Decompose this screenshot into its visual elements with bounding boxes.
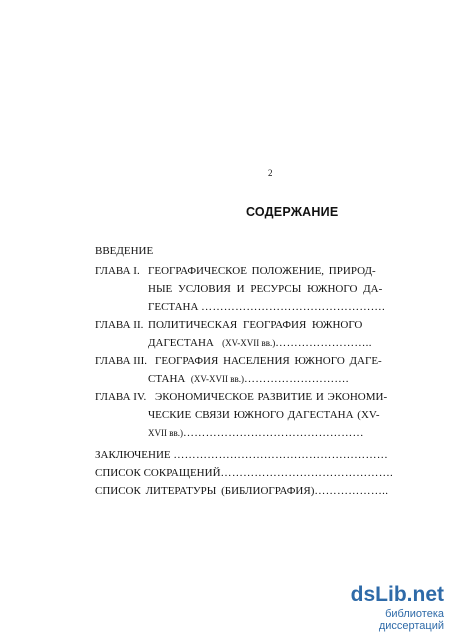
watermark-logo: dsLib.net (350, 583, 444, 606)
toc-conclusion (95, 449, 388, 462)
toc-chapter-4-label: ГЛАВА IV. (95, 391, 147, 403)
toc-chapter-3-dots: ………………………. (244, 373, 349, 385)
toc-chapter-3-line-1: ГЕОГРАФИЯ НАСЕЛЕНИЯ ЮЖНОГО ДАГЕ- (155, 355, 382, 367)
toc-chapter-3-label: ГЛАВА III. (95, 355, 148, 367)
toc-chapter-3-line-2 (148, 373, 349, 386)
toc-chapter-2-label: ГЛАВА II. (95, 319, 144, 331)
toc-chapter-2-line-2 (148, 337, 372, 350)
toc-chapter-1-line-1: ГЕОГРАФИЧЕСКОЕ ПОЛОЖЕНИЕ, ПРИРОД- (148, 265, 376, 277)
toc-chapter-1-label: ГЛАВА I. (95, 265, 140, 277)
toc-chapter-2-dots: …………………….. (275, 337, 372, 349)
toc-intro: ВВЕДЕНИЕ (95, 245, 154, 257)
toc-abbreviations-label: СПИСОК СОКРАЩЕНИЙ (95, 467, 221, 479)
toc-chapter-1-line-2: НЫЕ УСЛОВИЯ И РЕСУРСЫ ЮЖНОГО ДА- (148, 283, 383, 295)
toc-chapter-1-line-3 (148, 301, 385, 314)
toc-chapter-3-title-end: СТАНА (148, 373, 186, 385)
toc-chapter-4-dots: ………………………………………… (183, 427, 364, 439)
toc-chapter-1-dots: …………………………………………. (201, 301, 386, 313)
watermark-subtitle: библиотека диссертаций (378, 608, 444, 632)
page-number: 2 (268, 168, 273, 178)
toc-conclusion-dots: ………………………………………………… (173, 449, 389, 461)
toc-literature-label: СПИСОК ЛИТЕРАТУРЫ (БИБЛИОГРАФИЯ) (95, 485, 315, 497)
toc-chapter-4-line-1: ЭКОНОМИЧЕСКОЕ РАЗВИТИЕ И ЭКОНОМИ- (155, 391, 388, 403)
toc-chapter-2-title-end: ДАГЕСТАНА (148, 337, 214, 349)
toc-chapter-2-line-1: ПОЛИТИЧЕСКАЯ ГЕОГРАФИЯ ЮЖНОГО (148, 319, 363, 331)
toc-chapter-4-line-3 (148, 427, 364, 440)
toc-abbreviations-dots: ………………………………………. (220, 467, 394, 479)
toc-chapter-1-title-end: ГЕСТАНА (148, 301, 199, 313)
toc-literature-dots: ……………….. (314, 485, 389, 497)
toc-conclusion-label: ЗАКЛЮЧЕНИЕ (95, 449, 171, 461)
toc-chapter-4-title-end: XVII вв.) (148, 428, 183, 438)
toc-abbreviations (95, 467, 393, 480)
watermark (343, 584, 450, 632)
page-title: СОДЕРЖАНИЕ (246, 205, 339, 219)
toc-chapter-2-period: (XV-XVII вв.) (222, 338, 276, 348)
toc-literature (95, 485, 388, 498)
toc-chapter-3-period: (XV-XVII вв.) (190, 374, 244, 384)
toc-chapter-4-line-2: ЧЕСКИЕ СВЯЗИ ЮЖНОГО ДАГЕСТАНА (XV- (148, 409, 380, 421)
